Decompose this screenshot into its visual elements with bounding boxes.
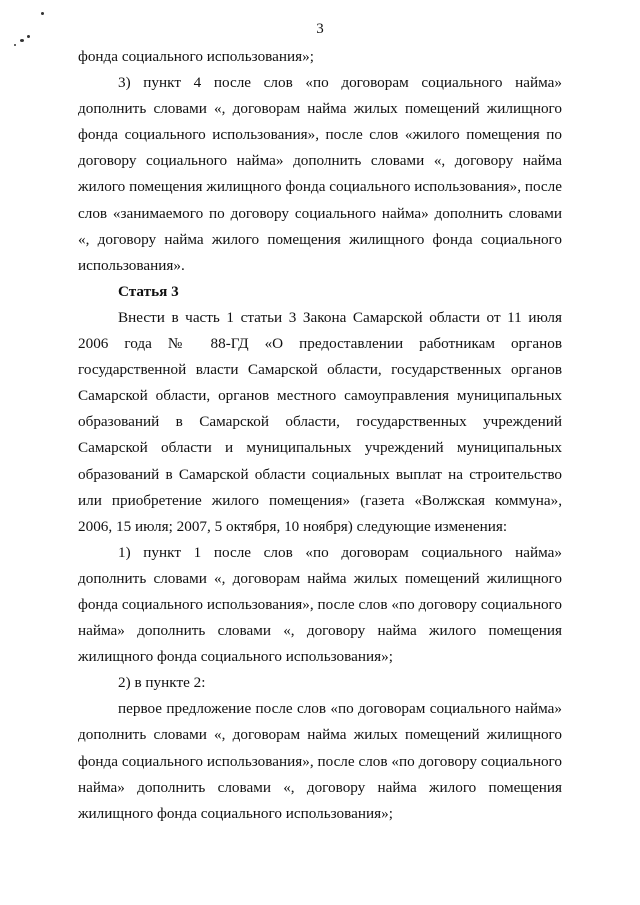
paragraph-item-1: 1) пункт 1 после слов «по договорам социального найма» дополнить словами «, договорам найма жилых помещений жилищного фонда социального использования», после слов «по договору социального найма» дополнить словами «, договору найма жилого помещения жилищного фонда социального использования»; xyxy=(78,543,562,666)
paragraph-item-2: 2) в пункте 2: xyxy=(118,674,206,692)
paragraph-first-sentence: первое предложение после слов «по договорам социального найма» дополнить словами «, договорам найма жилых помещений жилищного фонда социального использования», после слов «по договору социального найма» дополнить словами «, договору найма жилого помещения жилищного фонда социального использования»; xyxy=(78,700,562,822)
scan-speck xyxy=(14,44,16,46)
paragraph-item-3: 3) пункт 4 после слов «по договорам социального найма» дополнить словами «, договорам найма жилых помещений жилищного фонда социального использования», после слов «жилого помещения по договору социального найма» дополнить словами «, договору найма жилого помещения жилищного фонда социального использования», после слов «занимаемого по договору социального найма» дополнить словами «, договору найма жилого помещения жилищного фонда социального использования». xyxy=(78,74,562,274)
scan-speck xyxy=(20,39,24,42)
scan-speck xyxy=(41,12,44,15)
article-heading: Статья 3 xyxy=(118,282,179,300)
document-body xyxy=(78,44,562,827)
paragraph-continuation: фонда социального использования»; xyxy=(78,48,314,65)
paragraph-article-intro: Внести в часть 1 статьи 3 Закона Самарской области от 11 июля 2006 года № 88-ГД «О предоставлении работникам органов государственной власти Самарской области, государственных органов Самарской области, органов местного самоуправления муниципальных образований в Самарской области, государственных учреждений Самарской области и муниципальных учреждений муниципальных образований в Самарской области социальных выплат на строительство или приобретение жилого помещения» (газета «Волжская коммуна», 2006, 15 июля; 2007, 5 октября, 10 ноября) следующие изменения: xyxy=(78,308,562,535)
page-number: 3 xyxy=(316,21,324,37)
